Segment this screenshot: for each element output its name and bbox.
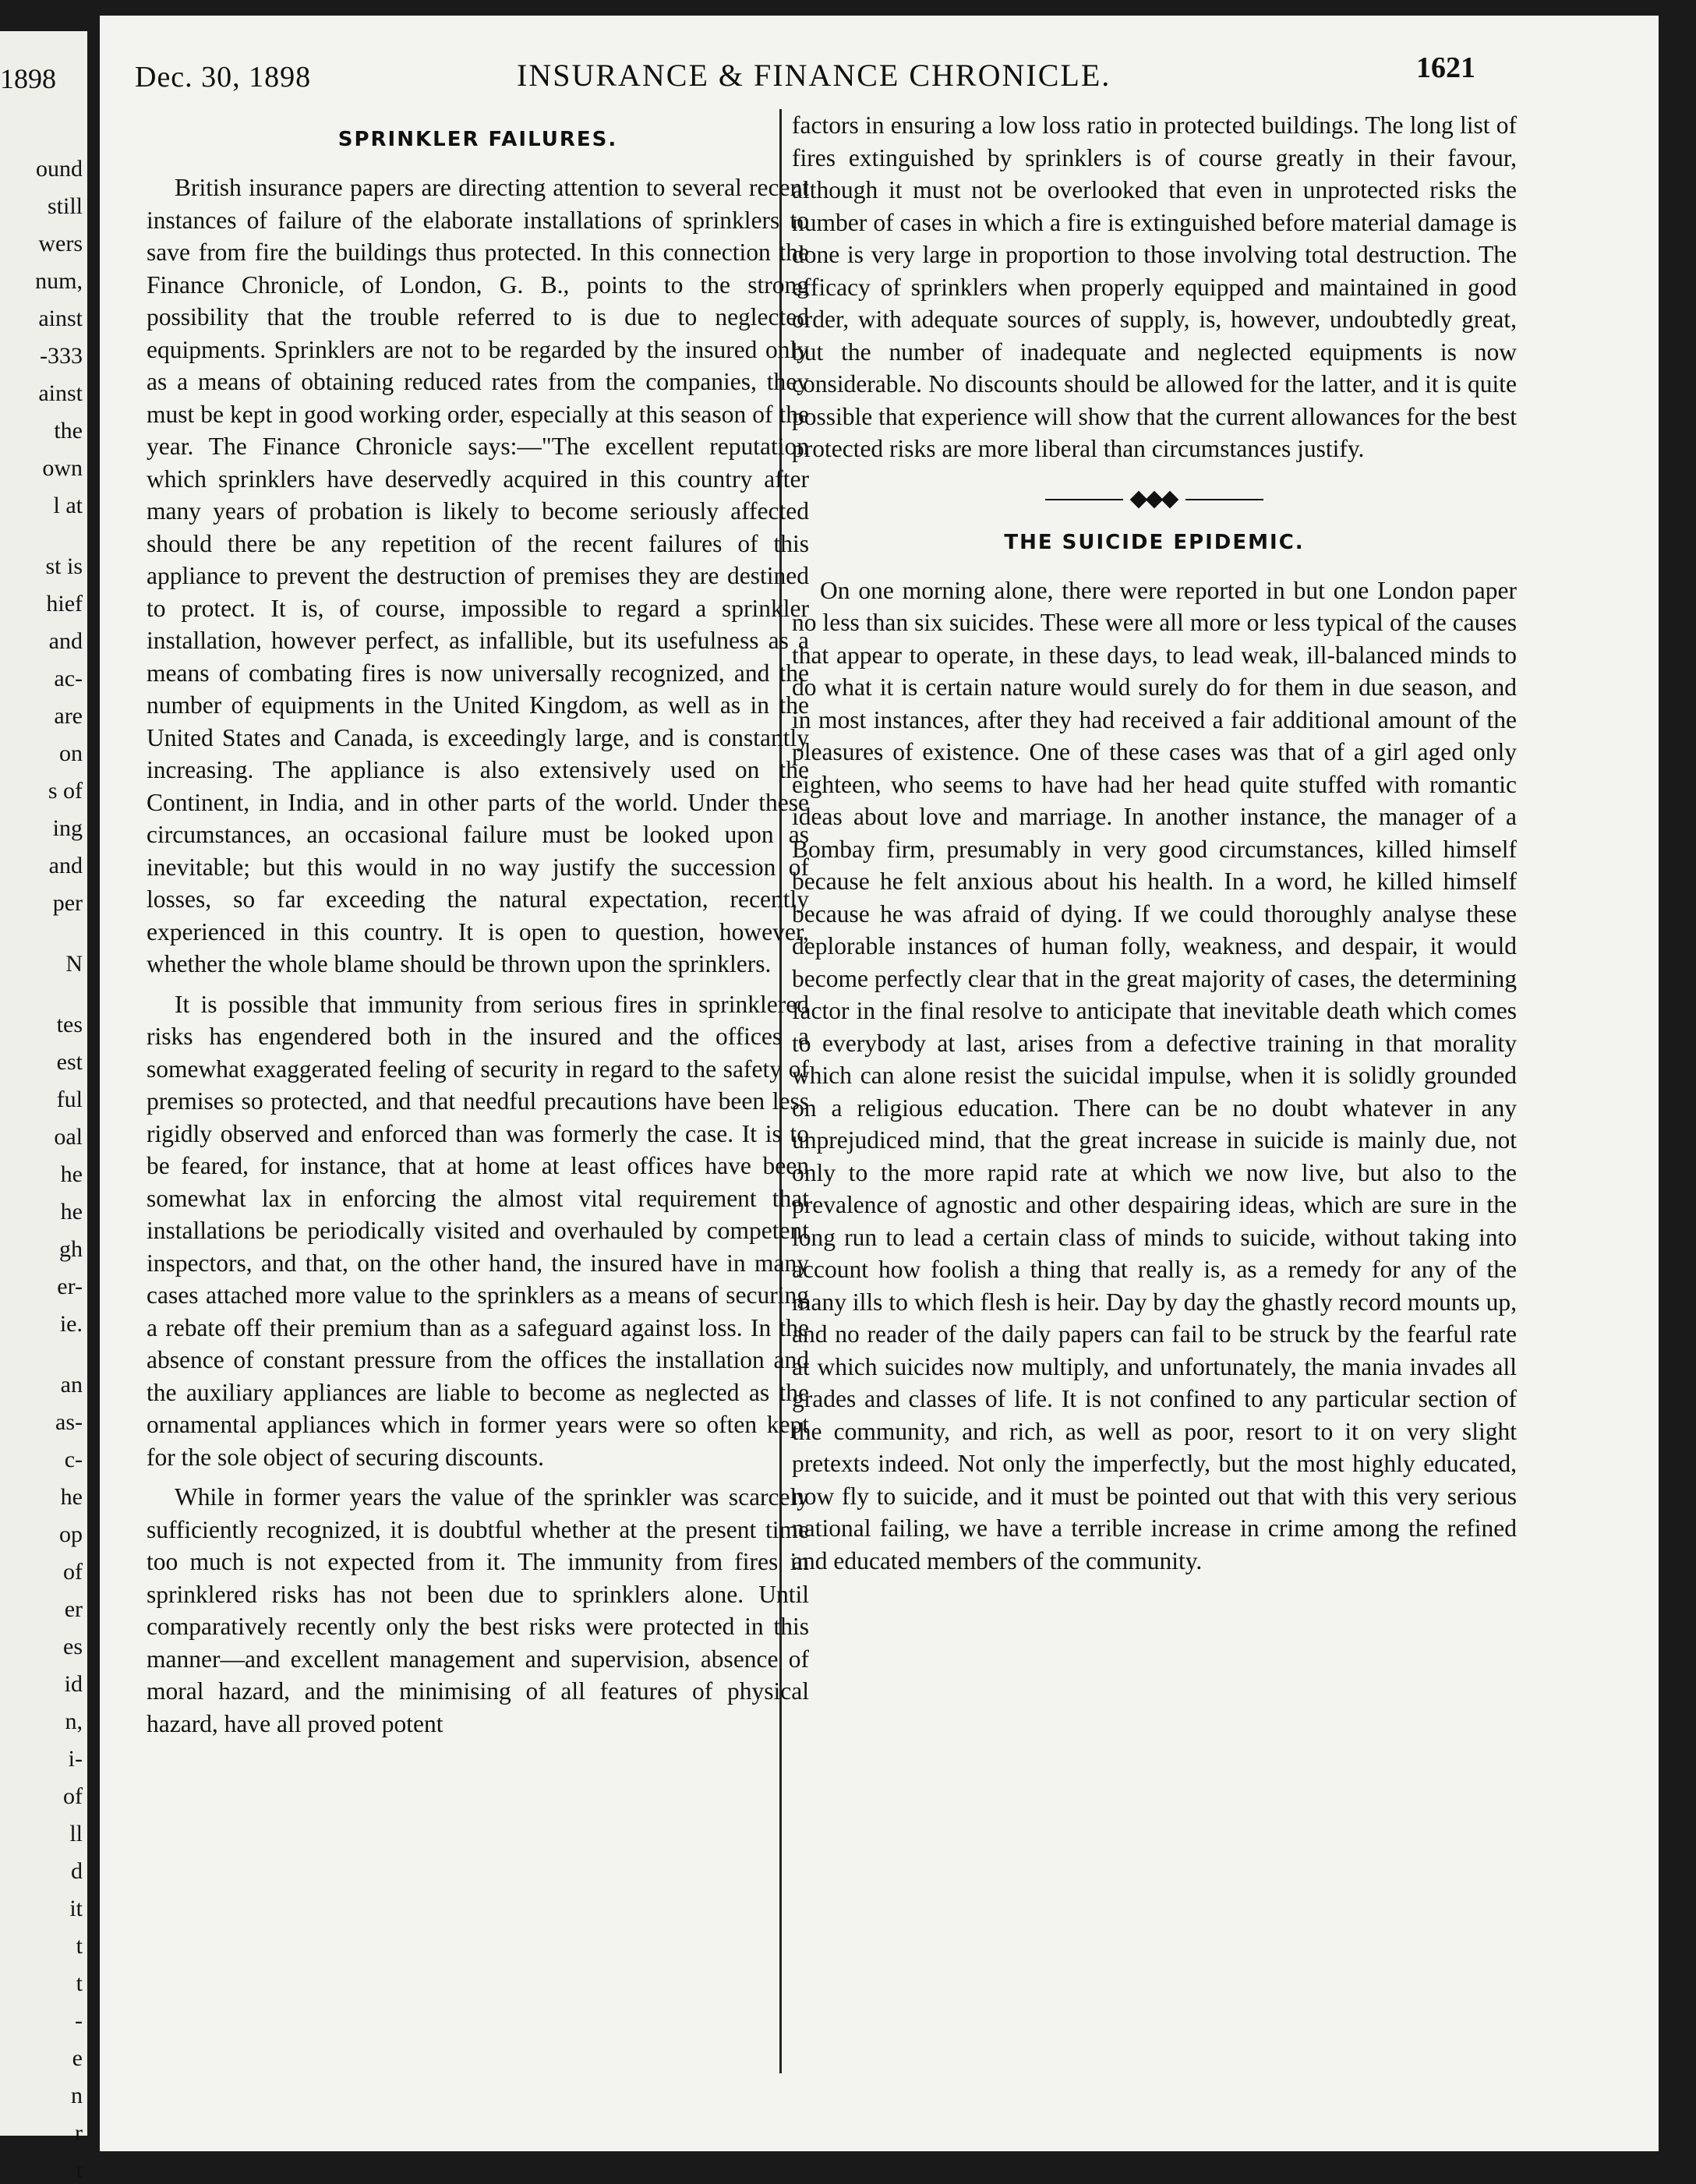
previous-page-fragment: an: [60, 1372, 83, 1398]
previous-page-fragment: oal: [54, 1124, 83, 1150]
previous-page-fragment: and: [48, 853, 83, 878]
previous-page-fragment: it: [69, 1896, 83, 1921]
previous-page-fragment: r: [75, 2120, 83, 2146]
previous-page-fragment: s of: [48, 778, 83, 804]
previous-page-fragment: ll: [69, 1821, 83, 1847]
previous-page-fragment: es: [63, 1634, 83, 1659]
previous-page-fragment: of: [63, 1783, 83, 1809]
previous-page-fragment: he: [60, 1484, 83, 1510]
previous-page-fragment: N: [65, 951, 83, 977]
sprinkler-paragraph-continued: factors in ensuring a low loss ratio in protected buildings. The long list of fires extinguished by sprinklers is of course greatly in their favour, although it must not be overlooked that even in unprotected risks the number of cases in which a fire is extinguished before material damage is done is very large in proportion to those involving total destruction. The efficacy of sprinklers when properly equipped and maintained in good order, with adequate sources of supply, is, however, undoubtedly great, but the number of inadequate and neglected equipments is now considerable. No discounts should be allowed for the latter, and it is quite possible that experience will show that the current allowances for the best protected risks are more liberal than circumstances justify.: [792, 111, 1517, 462]
previous-page-fragment: t: [76, 1970, 83, 1996]
previous-page-fragment: ful: [56, 1087, 83, 1112]
issue-date: Dec. 30, 1898: [135, 61, 312, 94]
page-number: 1621: [1416, 51, 1475, 84]
previous-page-fragment: on: [59, 740, 83, 766]
previous-page-fragment: tes: [56, 1012, 83, 1037]
previous-page-fragment: of: [63, 1559, 83, 1585]
previous-page-fragment: -: [75, 2008, 83, 2034]
previous-page-fragment: op: [59, 1521, 83, 1547]
previous-page-fragment: ound: [36, 156, 83, 182]
previous-page-fragment: as-: [55, 1409, 83, 1435]
previous-page-fragment: t: [76, 1933, 83, 1959]
previous-page-fragment: t: [76, 2157, 83, 2183]
previous-page-fragment: and: [48, 628, 83, 654]
previous-page-fragment: est: [56, 1049, 83, 1075]
previous-page-fragment: ie.: [59, 1311, 83, 1337]
previous-page-fragment: he: [60, 1161, 83, 1187]
previous-page-fragment: n: [71, 2083, 83, 2108]
sprinkler-paragraph-2: It is possible that immunity from serious fires in sprinklered risks has engendered both in the insured and the offices a somewhat exaggerated feeling of security in regard to the safety of premises so protected, and that needful precautions have been less rigidly observed and enforced than was formerly the case. It is to be feared, for instance, that at home at least offices have been somewhat lax in enforcing the almost vital requirement that installations be periodically visited and overhauled by competent inspectors, and that, on the other hand, the insured have in many cases attached more value to the sprinklers as a means of securing a rebate off their premium than as a safeguard against loss. In the absence of constant pressure from the offices the installation and the auxiliary appliances are liable to become as neglected as the ornamental appliances which in former years were so often kept for the sole object of securing discounts.: [147, 990, 809, 1471]
previous-page-fragment: id: [64, 1671, 83, 1697]
previous-page-fragment: l at: [53, 493, 83, 518]
article-title-sprinkler: SPRINKLER FAILURES.: [337, 128, 618, 151]
right-column: [792, 109, 1517, 1577]
page-header: [135, 51, 1475, 97]
suicide-paragraph-1: On one morning alone, there were reported in but one London paper no less than six suicides. These were all more or less typical of the causes that appear to operate, in these days, to lead weak, ill-balanced minds to do what it is certain nature would surely do for them in due season, and in most instances, after they had received a fair additional amount of the pleasures of existence. One of these cases was that of a girl aged only eighteen, who seems to have had her head quite stuffed with romantic ideas about love and marriage. In another instance, the manager of a Bombay firm, presumably in very good circumstances, killed himself because he felt anxious about his health. In a word, he killed himself because he was afraid of dying. If we could thoroughly analyse these deplorable instances of human folly, weakness, and despair, it would become perfectly clear that in the great majority of cases, the determining factor in the final resolve to anticipate that inevitable death which comes to everybody at last, arises from a defective training in that morality which can alone resist the suicidal impulse, when it is solidly grounded on a religious education. There can be no doubt whatever in any unprejudiced mind, that the great increase in suicide is mainly due, not only to the more rapid rate at which we now live, but also to the prevalence of agnostic and other despairing ideas, which are sure in the long run to lead a certain class of minds to suicide, without taking into account how foolish a thing that really is, as a remedy for any of the many ills to which flesh is heir. Day by day the ghastly record mounts up, and no reader of the daily papers can fail to be struck by the fearful rate at which suicides now multiply, and unfortunately, the mania invades all grades and classes of life. It is not confined to any particular section of the community, and rich, as well as poor, resort to it on very slight pretexts indeed. Not only the imperfectly, but the most highly educated, now fly to suicide, and it must be pointed out that with this very serious national failing, we have a terrible increase in crime among the refined and educated members of the community.: [792, 576, 1517, 1574]
left-column: [147, 109, 809, 1740]
publication-title: INSURANCE & FINANCE CHRONICLE.: [517, 58, 1111, 93]
previous-page-fragment: are: [54, 703, 83, 729]
previous-page-fragment: er-: [57, 1274, 83, 1299]
previous-page-fragment: ing: [52, 815, 83, 841]
section-divider-ornament: [1045, 492, 1263, 507]
previous-page-year: 1898: [0, 63, 56, 94]
previous-page-fragment: the: [54, 418, 83, 444]
sprinkler-paragraph-1: British insurance papers are directing attention to several recent instances of failure of the elaborate installations of sprinklers to save from fire the buildings thus protected. In this connection the Finance Chronicle, of London, G. B., points to the strong possibility that the trouble referred to is due to neglected equipments. Sprinklers are not to be regarded by the insured only as a means of obtaining reduced rates from the companies, they must be kept in good working order, especially at this season of the year. The Finance Chronicle says:—"The excellent reputation which sprinklers have deservedly acquired in this country after many years of probation is likely to become seriously affected should there be any repetition of the recent failures of this appliance to prevent the destruction of premises they are destined to protect. It is, of course, impossible to regard a sprinkler installation, however perfect, as infallible, but its usefulness as a means of combating fires is now universally recognized, and the number of equipments in the United Kingdom, as well as in the United States and Canada, is exceedingly large, and is constantly increasing. The appliance is also extensively used on the Continent, in India, and in other parts of the world. Under these circumstances, an occasional failure must be looked upon as inevitable; but this would in no way justify the succession of losses, so far exceeding the natural expectation, recently experienced in this country. It is open to question, however, whether the whole blame should be thrown upon the sprinklers.: [147, 174, 809, 977]
previous-page-fragment: er: [64, 1596, 83, 1622]
previous-page-fragment: still: [47, 193, 83, 219]
previous-page-fragment: per: [52, 890, 83, 916]
previous-page-fragment: ac-: [54, 666, 83, 691]
previous-page-fragment: gh: [59, 1236, 83, 1262]
previous-page-fragment: ainst: [38, 380, 83, 406]
previous-page-fragment: c-: [64, 1447, 83, 1472]
previous-page-edge: [0, 31, 87, 2183]
newspaper-page: [100, 16, 1659, 2151]
previous-page-fragment: e: [72, 2045, 83, 2071]
previous-page-fragment: d: [71, 1858, 83, 1884]
previous-page-fragment: i-: [68, 1746, 83, 1772]
article-title-suicide: THE SUICIDE EPIDEMIC.: [1004, 530, 1305, 554]
previous-page-fragment: n,: [65, 1709, 83, 1734]
previous-page-fragment: wers: [38, 231, 83, 256]
previous-page-fragment: hief: [46, 591, 83, 617]
previous-page-fragment: -333: [40, 343, 83, 369]
previous-page-fragment: he: [60, 1199, 83, 1225]
sprinkler-paragraph-3: While in former years the value of the sprinkler was scarcely sufficiently recognized, it is doubtful whether at the present time too much is not expected from it. The immunity from fires in sprinklered risks has not been due to sprinklers alone. Until comparatively recently only the best risks were protected in this manner—and excellent management and supervision, absence of moral hazard, and the minimising of all features of physical hazard, have all proved potent: [147, 1483, 809, 1737]
previous-page-fragment: num,: [35, 268, 83, 294]
previous-page-fragment: own: [42, 455, 83, 481]
previous-page-fragment: st is: [45, 553, 83, 579]
previous-page-fragment: ainst: [38, 306, 83, 331]
